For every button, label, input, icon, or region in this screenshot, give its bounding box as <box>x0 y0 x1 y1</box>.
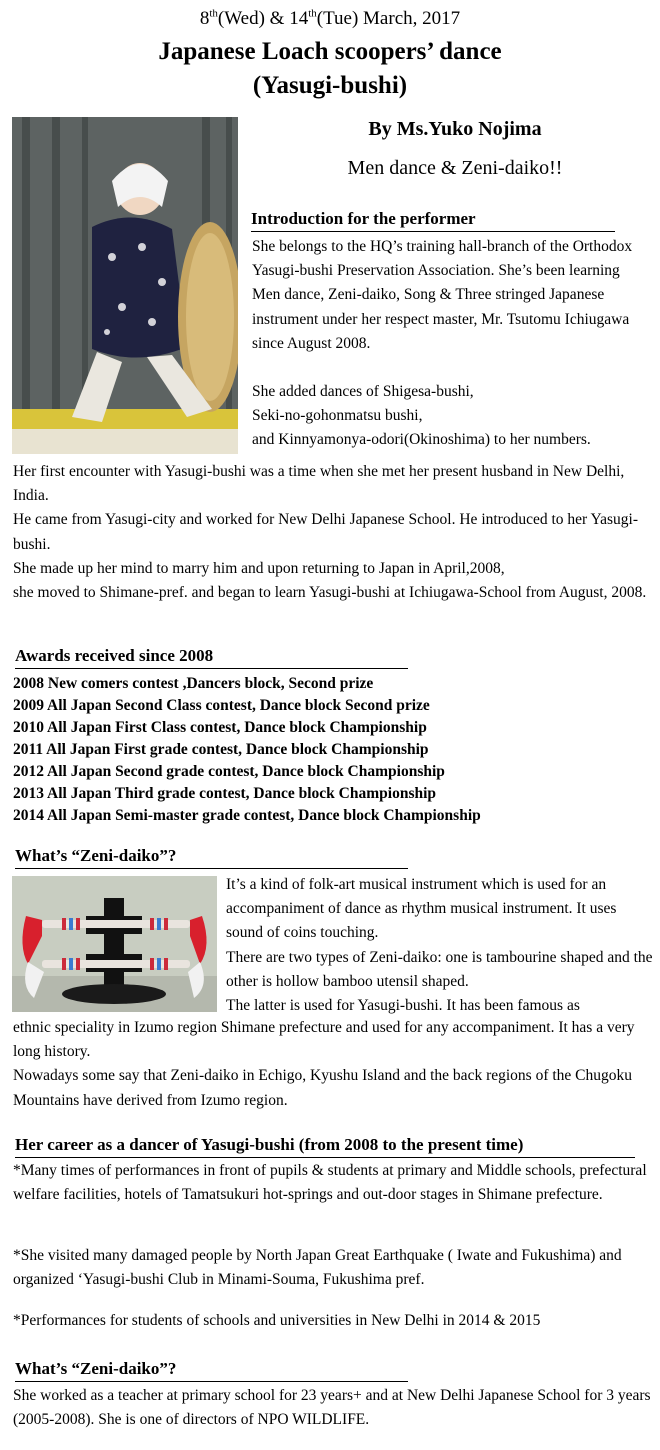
zeni-daiko-heading: What’s “Zeni-daiko”? <box>15 846 408 869</box>
award-item: 2010 All Japan First Class contest, Dance block Championship <box>13 719 427 736</box>
intro-numbers-line: and Kinnyamonya-odori(Okinoshima) to her numbers. <box>252 431 591 449</box>
career-item: *Performances for students of schools and universities in New Delhi in 2014 & 2015 <box>13 1312 541 1329</box>
final-paragraph: She worked as a teacher at primary school for 23 years+ and at New Delhi Japanese School for 3 years (2005-2008). She is one of directors of NPO WILDLIFE. <box>13 1387 651 1429</box>
zeni-daiko-description <box>226 873 656 1018</box>
story-paragraph: Her first encounter with Yasugi-bushi was a time when she met her present husband in New Delhi, India. <box>13 463 625 505</box>
intro-heading: Introduction for the performer <box>251 209 615 232</box>
author-byline: By Ms.Yuko Nojima <box>368 118 542 140</box>
award-item: 2012 All Japan Second grade contest, Dance block Championship <box>13 763 445 780</box>
date-day1: 8 <box>199 8 210 29</box>
awards-list <box>13 673 653 827</box>
date-day2-suffix: th <box>308 7 317 20</box>
date-day2: 14 <box>289 8 309 29</box>
award-item: 2014 All Japan Semi-master grade contest, Dance block Championship <box>13 807 481 824</box>
career-item: *She visited many damaged people by North Japan Great Earthquake ( Iwate and Fukushima) and organized ‘Yasugi-bushi Club in Minami-Souma, Fukushima pref. <box>13 1247 622 1289</box>
zeni-daiko-history <box>13 1016 653 1113</box>
awards-heading: Awards received since 2008 <box>15 646 408 669</box>
award-item: 2008 New comers contest ,Dancers block, Second prize <box>13 675 374 692</box>
performer-illustration <box>12 117 238 454</box>
intro-numbers-line: Seki-no-gohonmatsu bushi, <box>252 407 423 425</box>
zeni-daiko-illustration <box>12 876 217 1012</box>
intro-numbers <box>252 380 652 453</box>
date-day1-weekday: (Wed) & <box>217 8 290 29</box>
final-heading: What’s “Zeni-daiko”? <box>15 1359 408 1382</box>
zeni-paragraph: ethnic speciality in Izumo region Shimane prefecture and used for any accompaniment. It has a very long history. <box>13 1019 635 1061</box>
zeni-daiko-photo <box>12 876 217 1012</box>
zeni-paragraph: Nowadays some say that Zeni-daiko in Echigo, Kyushu Island and the back regions of the Chugoku Mountains have derived from Izumo region. <box>13 1067 633 1109</box>
story-paragraph: She made up her mind to marry him and upon returning to Japan in April,2008, <box>13 559 505 577</box>
event-date <box>0 8 660 30</box>
intro-paragraph: She belongs to the HQ’s training hall-branch of the Orthodox Yasugi-bushi Preservation Association. She’s been learning Men dance, Zeni-daiko, Song & Three stringed Japanese instrument under her respect master, Mr. Tsutomu Ichiugawa since August 2008. <box>252 238 633 352</box>
award-item: 2009 All Japan Second Class contest, Dance block Second prize <box>13 697 430 714</box>
zeni-paragraph: There are two types of Zeni-daiko: one is tambourine shaped and the other is hollow bamboo utensil shaped. <box>226 948 653 990</box>
zeni-paragraph: It’s a kind of folk-art musical instrument which is used for an accompaniment of dance as rhythm musical instrument. It uses sound of coins touching. <box>226 876 617 942</box>
date-day2-rest: (Tue) March, 2017 <box>316 8 461 29</box>
page-title: Japanese Loach scoopers’ dance <box>158 38 502 65</box>
career-item: *Many times of performances in front of pupils & students at primary and Middle schools, prefectural welfare facilities, hotels of Tamatsukuri hot-springs and out-door stages in Shimane prefecture. <box>13 1162 647 1204</box>
date-day1-suffix: th <box>209 7 218 20</box>
page-title-subtitle: (Yasugi-bushi) <box>252 72 408 99</box>
performer-photo <box>12 117 238 454</box>
story-section <box>13 460 653 605</box>
award-item: 2013 All Japan Third grade contest, Dance block Championship <box>13 785 437 802</box>
award-item: 2011 All Japan First grade contest, Dance block Championship <box>13 741 429 758</box>
story-paragraph: He came from Yasugi-city and worked for New Delhi Japanese School. He introduced to her Yasugi-bushi. <box>13 511 639 553</box>
zeni-paragraph: The latter is used for Yasugi-bushi. It has been famous as <box>226 997 580 1015</box>
performance-subtitle: Men dance & Zeni-daiko!! <box>347 157 563 179</box>
story-paragraph: she moved to Shimane-pref. and began to learn Yasugi-bushi at Ichiugawa-School from August, 2008. <box>13 584 647 602</box>
career-heading: Her career as a dancer of Yasugi-bushi (from 2008 to the present time) <box>15 1135 635 1158</box>
intro-numbers-line: She added dances of Shigesa-bushi, <box>252 383 474 400</box>
